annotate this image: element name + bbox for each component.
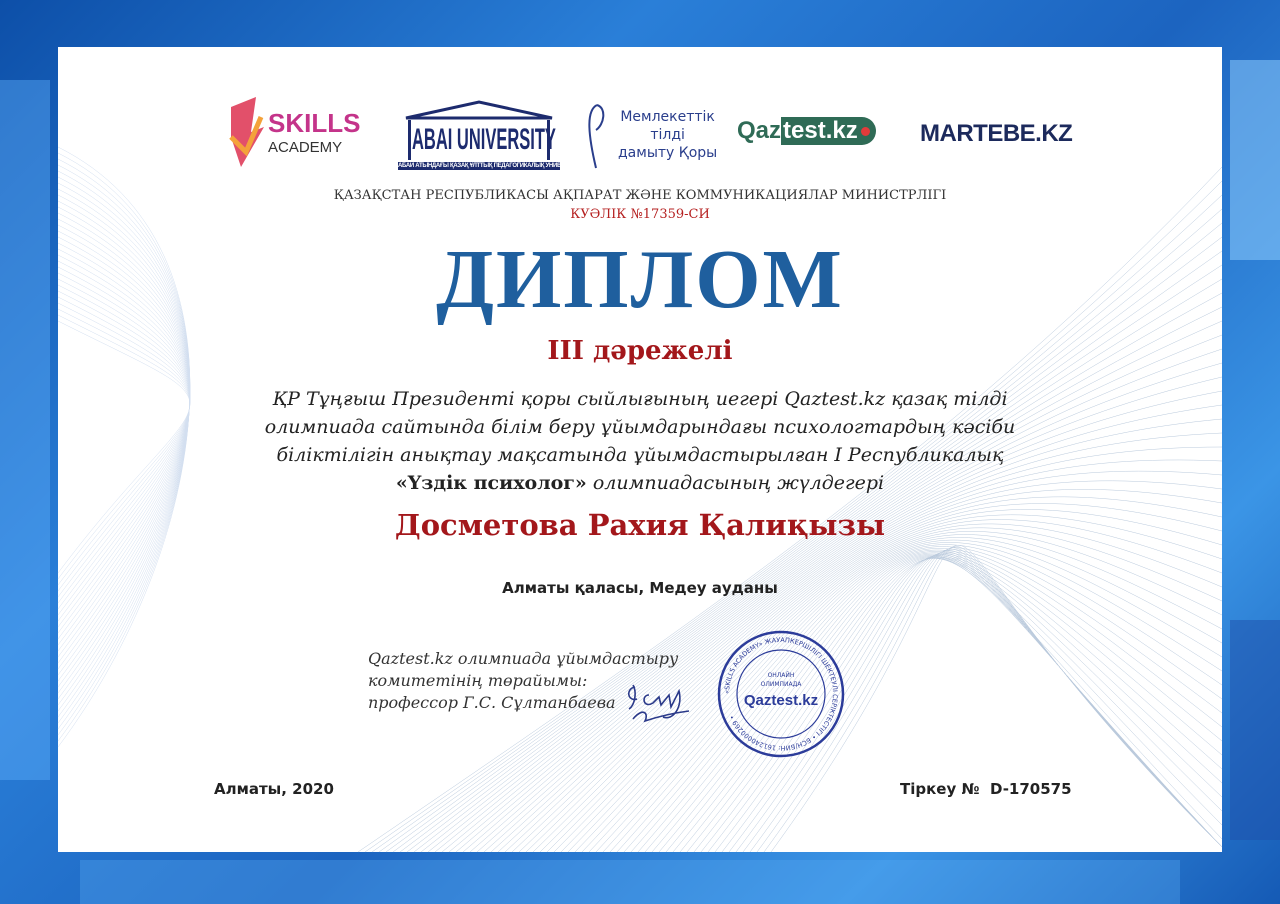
svg-text:«SKILLS ACADEMY» ЖАУАПКЕРШІЛІГ: «SKILLS ACADEMY» ЖАУАПКЕРШІЛІГІ ШЕКТЕУЛІ СЕРІКТЕСТІГІ • БСН/БИН: 161240000269 • [722,635,840,753]
license-number: КУӘЛІК №17359-СИ [570,207,710,222]
signature [623,677,703,727]
guilloche-line [393,237,1222,852]
registration-number: Тіркеу № D-170575 [900,780,1072,798]
award-description: ҚР Тұңғыш Президенті қоры сыйлығының иегері Qaztest.kz қазақ тілді олимпиада сайтында білім беру ұйымдарындағы психологтардың кәсіби біліктілігін анықтау мақсатында ұйымдастырылған I Республикалық «Үздік психолог» олимпиадасының жүлдегері [264,388,1016,494]
qaztest-logo: Qaz test.kz [737,117,876,145]
martebe-logo: MARTEBE.KZ [920,120,1073,147]
recipient-location: Алматы қаласы, Медеу ауданы [502,579,778,597]
skills-academy-logo: SKILLS ACADEMY [226,97,360,167]
diploma-page [58,47,1222,852]
til-fund-logo: Мемлекеттік тілді дамыту Қоры [582,100,717,170]
signatory-block: Qaztest.kz олимпиада ұйымдастыру комитетінің төрайымы: профессор Г.С. Сұлтанбаева [368,649,679,712]
city-year: Алматы, 2020 [214,780,334,798]
diploma-title: ДИПЛОМ [436,233,844,326]
guilloche-line [421,293,1222,852]
svg-text:Qaztest.kz: Qaztest.kz [743,692,819,709]
svg-text:ОНЛАЙН: ОНЛАЙН [767,672,795,679]
official-seal [716,629,846,759]
recipient-name: Досметова Рахия Қалиқызы [394,508,886,542]
svg-text:ОЛИМПИАДА: ОЛИМПИАДА [760,681,802,688]
abai-university-logo: ABAI UNIVERSITY АБАЙ АТЫНДАҒЫ ҚАЗАҚ ҰЛТТЫҚ ПЕДАГОГИКАЛЫҚ УНИВЕРСИТЕТІ [398,100,560,172]
degree-label: III дәрежелі [547,336,733,366]
ministry-line: ҚАЗАҚСТАН РЕСПУБЛИКАСЫ АҚПАРАТ ЖӘНЕ КОММУНИКАЦИЯЛАР МИНИСТРЛІГІ [333,188,947,203]
